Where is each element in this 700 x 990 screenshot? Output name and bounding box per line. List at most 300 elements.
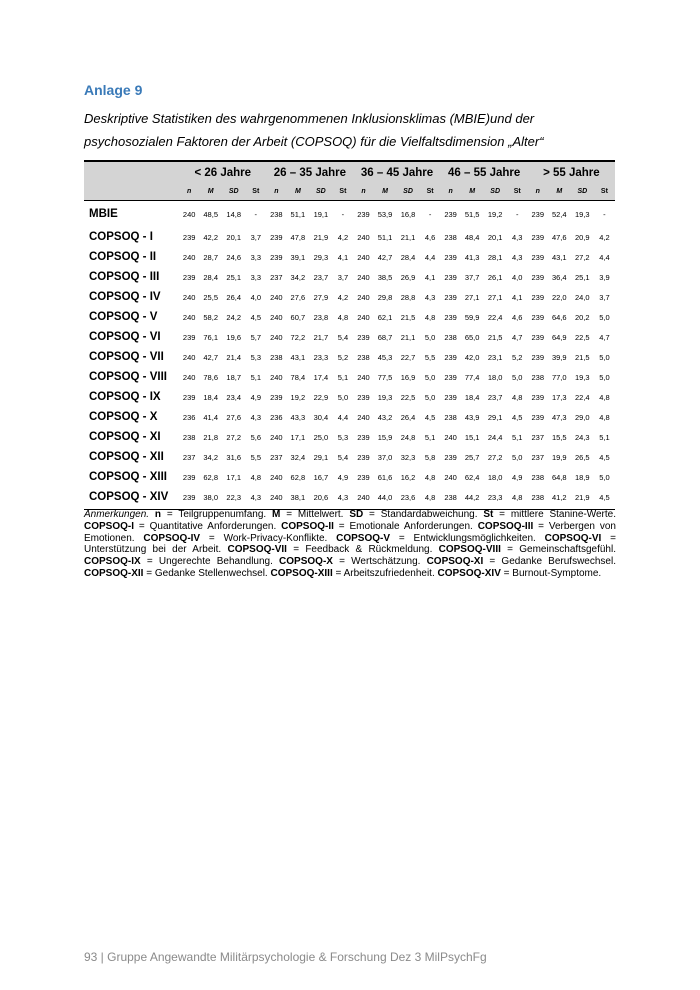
appendix-heading: Anlage 9 [84,82,143,98]
table-cell: 5,0 [599,472,610,482]
table-cell: 4,5 [250,312,261,322]
statistic-header: n [179,183,199,201]
table-cell: 4,3 [511,252,523,262]
table-cell: 42,7 [377,252,393,262]
note-text: = Feedback & Rückmeldung. [286,544,439,556]
table-cell: 4,8 [599,392,610,402]
note-term: COPSOQ-XI [426,556,484,568]
table-cell: 76,1 [203,332,218,342]
table-cell: - [603,209,606,219]
table-cell: 23,3 [313,352,329,362]
table-cell: 239 [444,372,457,382]
statistic-header: SD [571,183,594,201]
header-empty-cell [84,183,179,201]
table-cell: 38,0 [199,487,222,510]
table-cell: 238 [357,352,370,362]
table-cell: 60,7 [290,312,306,322]
table-cell: 5,3 [250,352,261,362]
table-cell: 3,7 [599,292,610,302]
table-cell: 23,7 [487,392,503,402]
table-cell: 239 [444,452,457,462]
table-cell: 18,4 [464,392,480,402]
table-cell: 23,6 [397,487,420,510]
table-cell: 36,4 [551,272,567,282]
table-cell: 3,9 [599,272,610,282]
table-cell: 22,5 [575,332,590,342]
table-cell: 239 [182,392,196,402]
table-cell: 237 [531,452,544,462]
table-cell: 5,0 [424,372,436,382]
table-cell: 51,5 [464,209,480,219]
table-cell: 18,0 [487,372,503,382]
table-cell: 32,3 [400,452,416,462]
table-cell: 239 [531,272,544,282]
table-cell: 4,5 [424,412,436,422]
table-cell: 59,9 [464,312,480,322]
table-cell: 42,0 [464,352,480,362]
table-cell: 20,1 [487,232,503,242]
statistic-header: M [199,183,222,201]
table-cell: 4,3 [245,487,266,510]
note-text: = Entwicklungsmöglichkeiten. [390,532,545,544]
statistic-header: SD [397,183,420,201]
table-cell: 237 [531,432,544,442]
table-cell: 25,7 [464,452,480,462]
table-cell: 45,3 [377,352,393,362]
table-cell: 53,9 [377,209,393,219]
note-text: = mittlere Stanine-Werte. [493,509,616,520]
row-label: COPSOQ - XIV [84,487,179,510]
table-cell: 78,4 [290,372,306,382]
note-text: = Unterstützung bei der Arbeit. [84,532,616,556]
table-cell: 64,6 [551,312,567,322]
table-cell: 5,3 [337,432,349,442]
statistic-header-row [84,183,615,201]
row-label: COPSOQ - II [89,251,157,263]
age-group-header: > 55 Jahre [528,161,615,183]
table-cell: 4,2 [337,292,349,302]
table-cell: 5,1 [599,432,610,442]
table-row [84,487,615,510]
table-cell: 62,8 [290,472,306,482]
note-term: COPSOQ-IV [143,532,201,544]
page-footer: 93 | Gruppe Angewandte Militärpsychologie & Forschung Dez 3 MilPsychFg [84,950,487,964]
note-term: SD [349,509,364,520]
table-cell: 18,9 [575,472,590,482]
note-text: = Teilgruppenumfang. [161,509,273,520]
table-cell: 22,0 [551,292,567,302]
table-cell: 240 [357,372,370,382]
table-cell: 15,5 [551,432,567,442]
table-cell: 41,4 [203,412,218,422]
table-cell: 238 [441,487,461,510]
table-cell: 240 [357,272,370,282]
table-cell: 238 [528,487,548,510]
table-cell: 27,6 [226,412,242,422]
row-label: COPSOQ - III [89,271,160,283]
table-cell: 5,0 [424,392,436,402]
header-empty-cell [84,161,179,183]
table-cell: 29,1 [313,452,329,462]
note-term: COPSOQ-X [279,556,333,568]
table-cell: 29,1 [487,412,503,422]
table-cell: 240 [182,292,196,302]
table-cell: 3,7 [337,272,349,282]
table-cell: 23,8 [313,312,329,322]
table-cell: 4,2 [599,232,610,242]
table-row [84,367,615,387]
table-cell: 20,6 [309,487,332,510]
table-cell: 5,0 [599,312,610,322]
table-cell: 27,2 [226,432,242,442]
statistic-header: SD [309,183,332,201]
table-row [84,427,615,447]
table-cell: 16,9 [400,372,416,382]
table-cell: 48,5 [203,209,218,219]
table-row [84,267,615,287]
table-cell: 239 [531,352,544,362]
table-cell: 4,5 [599,452,610,462]
table-cell: 21,7 [313,332,329,342]
table-cell: 77,4 [464,372,480,382]
table-cell: 47,3 [551,412,567,422]
table-cell: 51,1 [377,232,393,242]
table-cell: 15,9 [377,432,393,442]
table-cell: 3,3 [250,272,261,282]
table-cell: 4,7 [599,332,610,342]
table-cell: 239 [531,209,544,219]
table-row [84,327,615,347]
table-cell: 19,9 [551,452,567,462]
table-cell: 239 [270,392,283,402]
table-cell: 3,7 [250,232,261,242]
note-text: = Verbergen von Emotionen. [84,520,616,544]
table-body [84,201,615,510]
table-cell: 239 [531,292,544,302]
table-cell: 19,3 [575,372,590,382]
table-cell: 4,4 [424,252,436,262]
table-cell: 239 [182,232,196,242]
table-cell: 25,1 [226,272,242,282]
row-label: COPSOQ - XI [89,431,161,443]
table-cell: 24,2 [226,312,242,322]
table-cell: 240 [270,292,283,302]
table-cell: 239 [182,332,196,342]
table-cell: 28,1 [487,252,503,262]
table-cell: 239 [357,392,370,402]
table-cell: 14,8 [226,209,242,219]
table-cell: 240 [270,332,283,342]
table-cell: 28,4 [400,252,416,262]
table-cell: 26,5 [575,452,590,462]
table-row [84,287,615,307]
note-term: COPSOQ-XIII [270,567,333,579]
table-cell: 21,4 [226,352,242,362]
table-cell: - [428,209,432,219]
table-cell: 28,8 [400,292,416,302]
note-text: = Emotionale Anforderungen. [333,520,478,532]
table-cell: 5,1 [337,372,349,382]
table-row [84,307,615,327]
table-cell: 5,1 [511,432,523,442]
table-cell: 27,2 [487,452,503,462]
table-cell: 5,5 [250,452,261,462]
table-cell: 5,5 [424,352,436,362]
table-cell: 58,2 [203,312,218,322]
row-label: COPSOQ - VIII [89,371,167,383]
table-cell: 4,8 [424,472,436,482]
table-cell: 4,9 [250,392,261,402]
table-cell: 5,2 [511,352,523,362]
statistic-header: St [420,183,441,201]
table-cell: 18,4 [203,392,218,402]
table-cell: 5,0 [511,372,523,382]
statistic-header: St [332,183,353,201]
table-cell: 78,6 [203,372,218,382]
table-cell: 27,6 [290,292,306,302]
table-cell: 4,0 [250,292,261,302]
table-cell: 62,4 [464,472,480,482]
table-cell: 38,5 [377,272,393,282]
table-cell: 47,6 [551,232,567,242]
statistic-header: M [286,183,309,201]
table-cell: 21,5 [575,352,590,362]
note-text: = Arbeitszufriedenheit. [332,567,438,579]
table-cell: 5,0 [424,332,436,342]
table-cell: 4,5 [594,487,615,510]
table-row [84,201,615,228]
note-text: Anmerkungen. [84,509,150,520]
statistic-header: M [548,183,571,201]
table-cell: 65,0 [464,332,480,342]
table-cell: 16,7 [313,472,329,482]
statistic-header: M [373,183,396,201]
table-cell: 42,7 [203,352,218,362]
table-cell: 28,7 [203,252,218,262]
table-cell: 239 [182,472,196,482]
table-cell: 4,6 [424,232,436,242]
note-term: M [272,509,281,520]
table-cell: 240 [270,472,283,482]
table-cell: 20,2 [575,312,590,322]
table-cell: 240 [266,487,286,510]
table-cell: 237 [270,272,283,282]
table-cell: 42,2 [203,232,218,242]
table-cell: 5,1 [424,432,436,442]
table-cell: 4,8 [337,312,349,322]
table-cell: 4,1 [424,272,436,282]
table-cell: 240 [357,312,370,322]
table-cell: 62,1 [377,312,393,322]
table-cell: 240 [357,412,370,422]
table-cell: 236 [270,412,283,422]
table-row [84,407,615,427]
statistic-header: SD [484,183,507,201]
table-cell: 239 [444,352,457,362]
table-cell: 21,5 [487,332,503,342]
table-cell: 77,0 [551,372,567,382]
table-cell: 24,4 [487,432,503,442]
table-cell: 37,0 [377,452,393,462]
statistic-header: n [528,183,548,201]
table-cell: 237 [270,452,283,462]
table-cell: 21,9 [571,487,594,510]
table-cell: 239 [357,472,370,482]
table-cell: 15,1 [464,432,480,442]
table-cell: 43,1 [551,252,567,262]
table-cell: - [515,209,519,219]
table-cell: 238 [444,232,457,242]
table-cell: 68,7 [377,332,393,342]
note-term: COPSOQ-V [336,532,391,544]
statistic-header: n [441,183,461,201]
statistic-header: M [461,183,484,201]
table-cell: 5,6 [250,432,261,442]
table-cell: 4,1 [337,252,349,262]
table-cell: 5,0 [511,452,523,462]
table-cell: 27,2 [575,252,590,262]
age-group-header: 26 – 35 Jahre [266,161,353,183]
table-cell: 43,1 [290,352,306,362]
table-cell: 4,8 [424,312,436,322]
table-cell: 23,3 [484,487,507,510]
table-cell: 239 [270,232,283,242]
table-cell: 21,1 [400,232,416,242]
table-cell: 240 [444,472,457,482]
table-cell: 24,3 [575,432,590,442]
table-cell: 37,7 [464,272,480,282]
table-cell: 61,6 [377,472,393,482]
note-term: COPSOQ-VI [544,532,602,544]
table-cell: 43,3 [290,412,306,422]
table-cell: 240 [182,352,196,362]
table-cell: 19,3 [377,392,393,402]
table-cell: 239 [531,412,544,422]
table-cell: 19,2 [290,392,306,402]
table-cell: 239 [444,312,457,322]
table-cell: 239 [444,292,457,302]
age-group-header: < 26 Jahre [179,161,266,183]
caption-line-2: psychosozialen Faktoren der Arbeit (COPSOQ) für die Vielfaltsdimension „Alter“ [84,134,544,149]
table-cell: 41,3 [464,252,480,262]
table-cell: 239 [179,487,199,510]
note-text: = Wertschätzung. [332,556,427,568]
row-label: COPSOQ - V [89,311,158,323]
table-cell: 34,2 [203,452,218,462]
table-cell: 240 [357,292,370,302]
table-cell: 239 [531,232,544,242]
table-cell: 239 [357,452,370,462]
table-cell: 4,7 [511,332,523,342]
table-cell: 22,5 [400,392,416,402]
table-cell: 18,0 [487,472,503,482]
table-cell: 43,2 [377,412,393,422]
table-cell: 29,0 [575,412,590,422]
table-cell: 240 [270,372,283,382]
table-cell: 4,3 [332,487,353,510]
table-cell: 4,5 [511,412,523,422]
table-cell: 24,6 [226,252,242,262]
table-cell: 17,1 [226,472,242,482]
table-cell: 25,5 [203,292,218,302]
row-label: COPSOQ - IV [89,291,161,303]
table-row [84,247,615,267]
row-label: MBIE [89,208,118,220]
table-notes [84,509,616,580]
note-term: COPSOQ-IX [84,556,141,568]
table-cell: 43,9 [464,412,480,422]
table-cell: 238 [270,352,283,362]
table-cell: 21,1 [400,332,416,342]
table-cell: 23,1 [487,352,503,362]
note-text: = Quantitative Anforderungen. [134,520,282,532]
table-cell: 4,3 [511,232,523,242]
table-cell: 4,2 [337,232,349,242]
table-cell: 72,2 [290,332,306,342]
table-cell: 23,7 [313,272,329,282]
table-cell: 26,9 [400,272,416,282]
table-cell: - [341,209,345,219]
table-cell: 19,6 [226,332,242,342]
table-cell: 22,7 [400,352,416,362]
table-caption [84,107,624,153]
table-cell: 17,4 [313,372,329,382]
table-cell: 39,9 [551,352,567,362]
table-cell: 4,3 [250,412,261,422]
table-cell: 237 [182,452,196,462]
table-row [84,227,615,247]
note-term: COPSOQ-VIII [438,544,501,556]
table-cell: 239 [357,209,370,219]
statistic-header: SD [222,183,245,201]
note-term: St [483,509,494,520]
table-cell: 32,4 [290,452,306,462]
table-cell: 239 [182,272,196,282]
table-cell: 5,2 [337,352,349,362]
table-cell: 239 [531,392,544,402]
table-cell: 21,8 [203,432,218,442]
table-cell: 239 [270,252,283,262]
note-text: = Gemeinschaftsgefühl. [500,544,616,556]
table-cell: 22,4 [487,312,503,322]
table-cell: 44,2 [461,487,484,510]
table-cell: 4,3 [424,292,436,302]
table-cell: 17,1 [290,432,306,442]
table-cell: 19,3 [575,209,590,219]
table-cell: 4,6 [511,312,523,322]
table-cell: 26,1 [487,272,503,282]
table-cell: 239 [444,392,457,402]
age-group-header: 36 – 45 Jahre [353,161,440,183]
table-cell: 26,4 [226,292,242,302]
table-cell: 238 [531,372,544,382]
statistic-header: n [353,183,373,201]
table-cell: 240 [270,432,283,442]
table-cell: 25,0 [313,432,329,442]
table-cell: 4,9 [511,472,523,482]
table-cell: 5,8 [424,452,436,462]
table-cell: 5,1 [250,372,261,382]
table-cell: 4,8 [250,472,261,482]
table-cell: 239 [444,209,457,219]
table-cell: 240 [357,252,370,262]
table-cell: 22,9 [313,392,329,402]
table-cell: 64,9 [551,332,567,342]
table-cell: 21,5 [400,312,416,322]
table-cell: 240 [357,232,370,242]
table-cell: 16,8 [400,209,416,219]
note-text: = Burnout-Symptome. [500,567,602,579]
